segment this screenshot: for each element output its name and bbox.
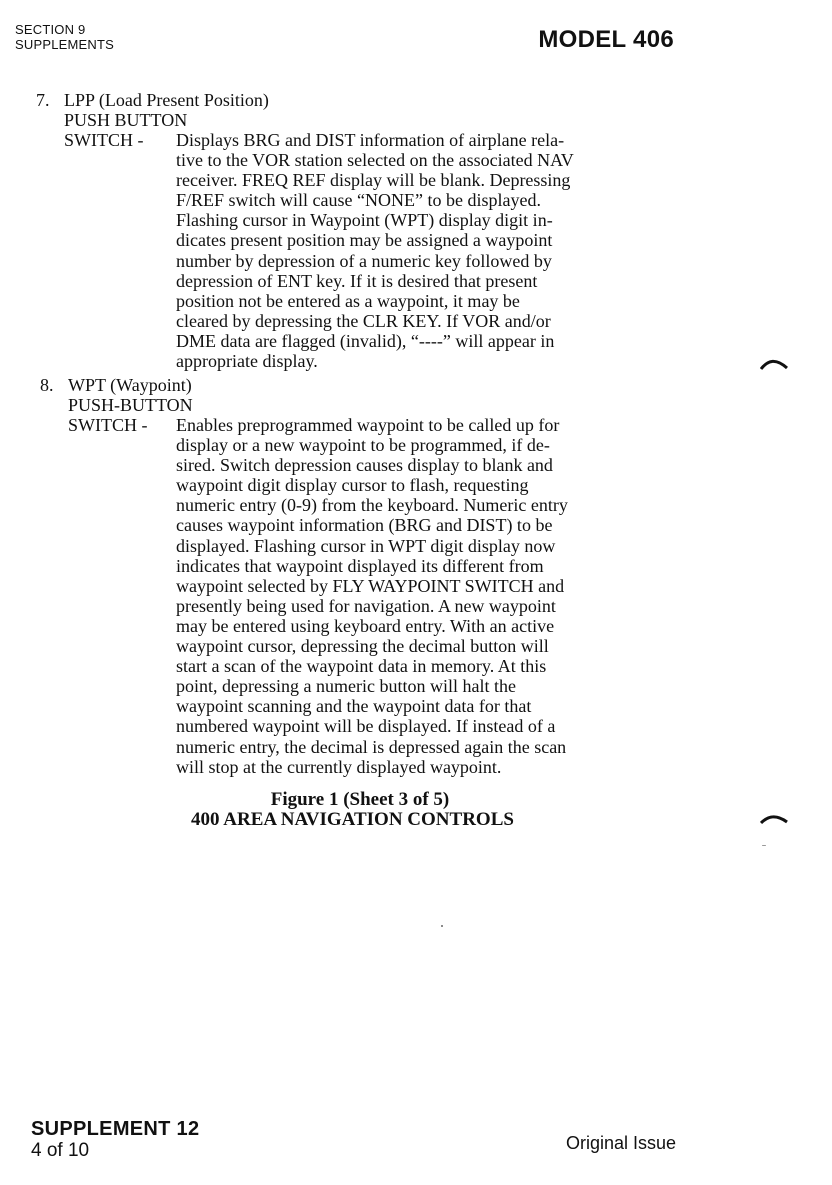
description-line: depression of ENT key. If it is desired that present — [176, 270, 538, 291]
description-line: sired. Switch depression causes display to blank and — [176, 455, 553, 476]
description-line: dicates present position may be assigned a waypoint — [176, 230, 553, 251]
item-number: 7. — [36, 90, 50, 110]
footer-supplement-block — [31, 1118, 199, 1161]
section-subtitle: SUPPLEMENTS — [15, 37, 115, 52]
description-line: waypoint scanning and the waypoint data for that — [176, 696, 532, 717]
description-line: F/REF switch will cause “NONE” to be displayed. — [176, 190, 541, 211]
section-number: SECTION 9 — [15, 22, 86, 37]
description-line: presently being used for navigation. A new waypoint — [176, 595, 556, 616]
description-line: Displays BRG and DIST information of airplane rela- — [176, 130, 565, 150]
description-line: waypoint cursor, depressing the decimal button will — [176, 636, 549, 657]
item-description — [176, 130, 684, 371]
description-line: tive to the VOR station selected on the associated NAV — [176, 150, 574, 171]
issue-label: Original Issue — [566, 1133, 677, 1153]
description-line: Enables preprogrammed waypoint to be called up for — [176, 415, 560, 435]
item-number: 8. — [40, 375, 54, 395]
scan-speck — [441, 925, 443, 927]
figure-title: 400 AREA NAVIGATION CONTROLS — [191, 809, 514, 830]
section-header — [15, 22, 114, 52]
page-number: 4 of 10 — [31, 1140, 90, 1161]
description-line: appropriate display. — [176, 351, 318, 372]
description-line: displayed. Flashing cursor in WPT digit display now — [176, 535, 556, 556]
switch-label: SWITCH - — [68, 415, 148, 435]
description-line: waypoint digit display cursor to flash, requesting — [176, 475, 529, 496]
description-line: start a scan of the waypoint data in memory. At this — [176, 656, 547, 677]
scan-speck — [762, 845, 766, 846]
switch-label: SWITCH - — [64, 130, 144, 150]
description-line: numbered waypoint will be displayed. If instead of a — [176, 716, 556, 737]
item-heading — [68, 375, 193, 415]
description-line: waypoint selected by FLY WAYPOINT SWITCH and — [176, 575, 565, 596]
item-type: PUSH BUTTON — [64, 110, 188, 130]
description-line: Flashing cursor in Waypoint (WPT) display digit in- — [176, 210, 553, 231]
description-line: number by depression of a numeric key followed by — [176, 250, 552, 271]
figure-caption — [150, 790, 570, 830]
supplement-title: SUPPLEMENT 12 — [31, 1118, 200, 1140]
revision-mark-icon — [760, 357, 788, 371]
item-description — [176, 415, 686, 777]
item-heading — [64, 90, 269, 130]
item-type: PUSH-BUTTON — [68, 395, 193, 415]
item-title: LPP (Load Present Position) — [64, 90, 269, 110]
revision-mark-icon — [760, 812, 788, 826]
description-line: numeric entry, the decimal is depressed again the scan — [176, 736, 567, 757]
description-line: receiver. FREQ REF display will be blank. Depressing — [176, 170, 571, 191]
description-line: indicates that waypoint displayed its different from — [176, 555, 544, 576]
description-line: DME data are flagged (invalid), “----” will appear in — [176, 330, 555, 351]
description-line: will stop at the currently displayed waypoint. — [176, 756, 502, 777]
description-line: numeric entry (0-9) from the keyboard. Numeric entry — [176, 495, 568, 516]
item-title: WPT (Waypoint) — [68, 375, 192, 395]
description-line: cleared by depressing the CLR KEY. If VOR and/or — [176, 310, 551, 331]
description-line: causes waypoint information (BRG and DIST) to be — [176, 515, 553, 536]
description-line: display or a new waypoint to be programmed, if de- — [176, 435, 550, 456]
model-title: MODEL 406 — [538, 26, 674, 53]
description-line: point, depressing a numeric button will halt the — [176, 676, 516, 697]
description-line: position not be entered as a waypoint, it may be — [176, 290, 520, 311]
figure-number: Figure 1 (Sheet 3 of 5) — [270, 789, 450, 810]
description-line: may be entered using keyboard entry. With an active — [176, 615, 555, 636]
